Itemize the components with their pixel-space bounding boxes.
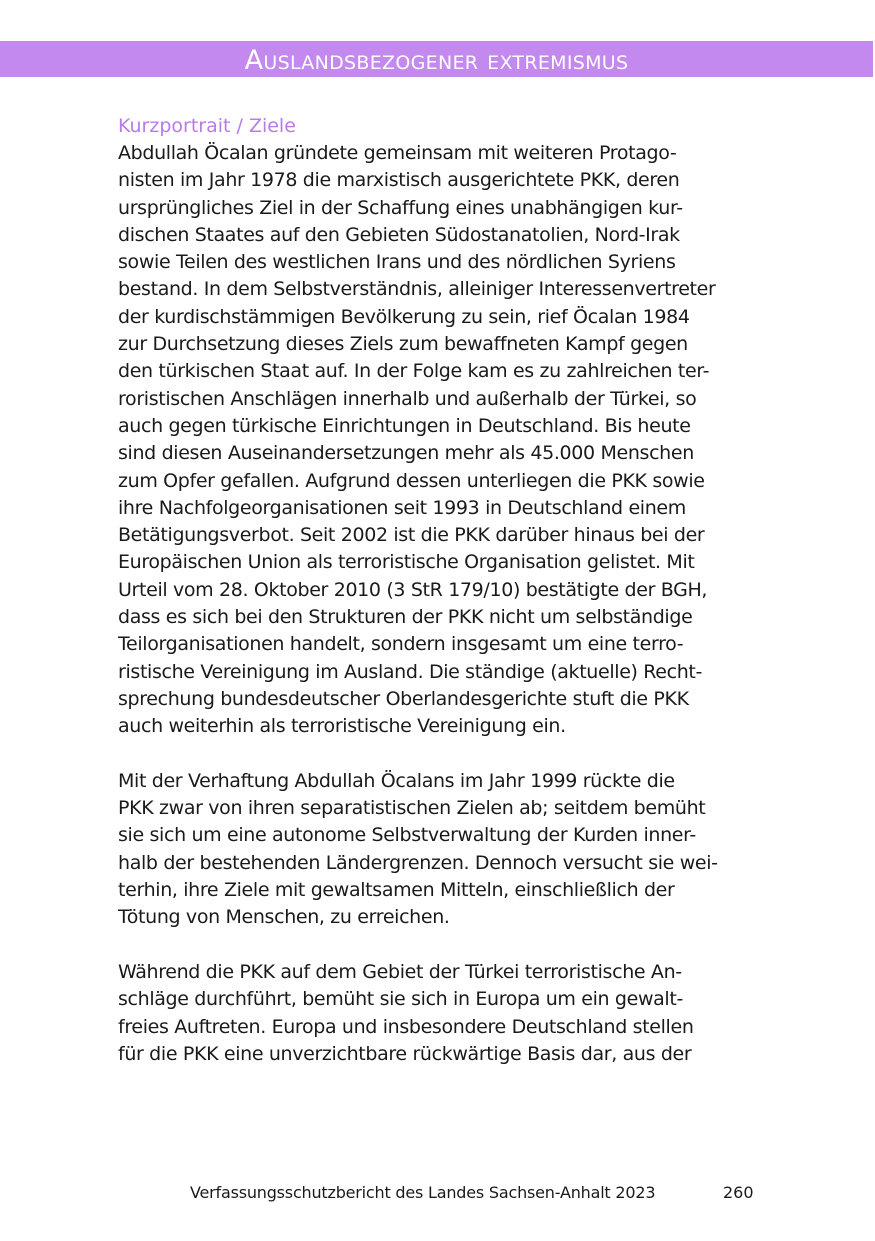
text-line: zur Durchsetzung dieses Ziels zum bewaffneten Kampf gegen <box>118 333 688 356</box>
text-line: Teilorganisationen handelt, sondern insgesamt um eine terro- <box>118 633 684 656</box>
text-line: sie sich um eine autonome Selbstverwaltung der Kurden inner- <box>118 824 696 847</box>
text-line: ursprüngliches Ziel in der Schaffung eines unabhängigen kur- <box>118 196 683 219</box>
text-line: PKK zwar von ihren separatistischen Zielen ab; seitdem bemüht <box>118 797 706 820</box>
text-line: sind diesen Auseinandersetzungen mehr als 45.000 Menschen <box>118 442 694 465</box>
text-line: den türkischen Staat auf. In der Folge kam es zu zahlreichen ter- <box>118 360 710 383</box>
text-line: Tötung von Menschen, zu erreichen. <box>118 906 450 929</box>
text-line: Europäischen Union als terroristische Organisation gelistet. Mit <box>118 551 695 574</box>
text-line: sowie Teilen des westlichen Irans und des nördlichen Syriens <box>118 251 676 274</box>
text-line: ihre Nachfolgeorganisationen seit 1993 in Deutschland einem <box>118 496 686 519</box>
text-line: Mit der Verhaftung Abdullah Öcalans im Jahr 1999 rückte die <box>118 769 675 792</box>
text-line: Während die PKK auf dem Gebiet der Türkei terroristische An- <box>118 960 682 983</box>
paragraph-gap <box>118 932 758 959</box>
text-line: Urteil vom 28. Oktober 2010 (3 StR 179/10) bestätigte der BGH, <box>118 578 708 601</box>
text-line: auch gegen türkische Einrichtungen in Deutschland. Bis heute <box>118 414 691 437</box>
text-line: für die PKK eine unverzichtbare rückwärtige Basis dar, aus der <box>118 1042 692 1065</box>
page-number: 260 <box>723 1183 754 1202</box>
text-line: der kurdischstämmigen Bevölkerung zu sein, rief Öcalan 1984 <box>118 305 690 328</box>
text-line: schläge durchführt, bemüht sie sich in Europa um ein gewalt- <box>118 988 683 1011</box>
paragraph-2 <box>118 768 758 932</box>
text-line: nisten im Jahr 1978 die marxistisch ausgerichtete PKK, deren <box>118 169 680 192</box>
text-line: bestand. In dem Selbstverständnis, alleiniger Interessenvertreter <box>118 278 716 301</box>
footer-title: Verfassungsschutzbericht des Landes Sachsen-Anhalt 2023 <box>190 1183 656 1202</box>
text-line: dass es sich bei den Strukturen der PKK nicht um selbständige <box>118 606 693 629</box>
section-heading: Kurzportrait / Ziele <box>118 115 296 137</box>
paragraph-gap <box>118 741 758 768</box>
page-content <box>118 113 758 1068</box>
paragraph-1 <box>118 140 758 741</box>
chapter-title: Auslandsbezogener extremismus <box>244 45 629 76</box>
text-line: zum Opfer gefallen. Aufgrund dessen unterliegen die PKK sowie <box>118 469 705 492</box>
text-line: freies Auftreten. Europa und insbesondere Deutschland stellen <box>118 1015 694 1038</box>
text-line: ristische Vereinigung im Ausland. Die ständige (aktuelle) Recht- <box>118 660 703 683</box>
text-line: dischen Staates auf den Gebieten Südostanatolien, Nord-Irak <box>118 223 680 246</box>
text-line: sprechung bundesdeutscher Oberlandesgerichte stuft die PKK <box>118 687 689 710</box>
text-line: halb der bestehenden Ländergrenzen. Dennoch versucht sie wei- <box>118 851 718 874</box>
text-line: Betätigungsverbot. Seit 2002 ist die PKK darüber hinaus bei der <box>118 524 705 547</box>
text-line: roristischen Anschlägen innerhalb und außerhalb der Türkei, so <box>118 387 697 410</box>
text-line: auch weiterhin als terroristische Vereinigung ein. <box>118 715 566 738</box>
paragraph-3 <box>118 959 758 1068</box>
text-line: Abdullah Öcalan gründete gemeinsam mit weiteren Protago- <box>118 142 677 164</box>
text-line: terhin, ihre Ziele mit gewaltsamen Mitteln, einschließlich der <box>118 879 675 902</box>
